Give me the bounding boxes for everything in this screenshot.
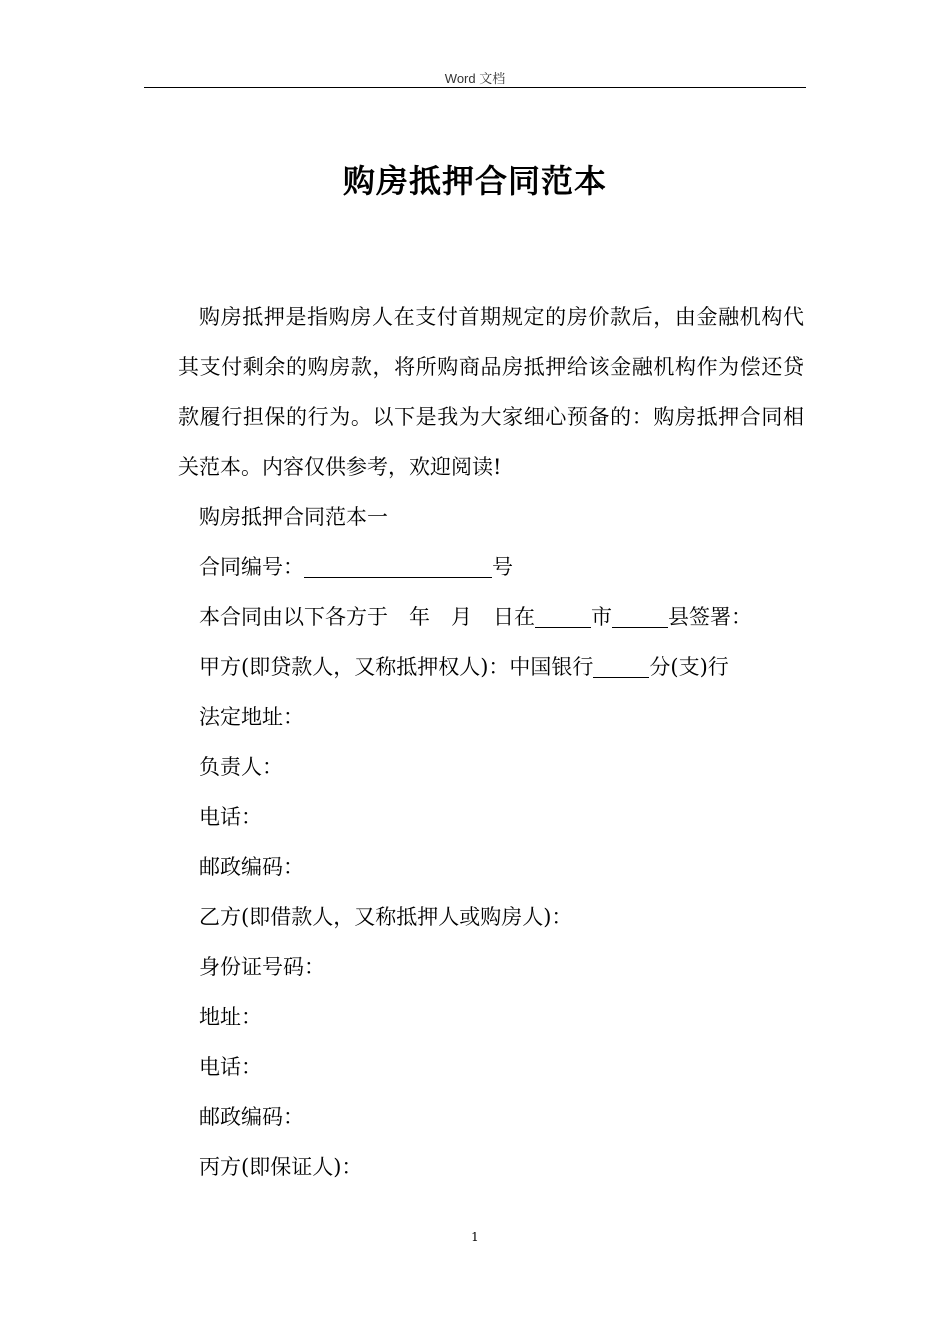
contract-number-label: 合同编号： xyxy=(199,555,304,579)
signing-county: 县签署： xyxy=(668,605,752,629)
signing-prefix: 本合同由以下各方于 xyxy=(199,605,388,629)
contract-number-blank xyxy=(304,556,492,578)
party-b-address-field: 地址： xyxy=(199,1005,262,1029)
party-a-principal-field: 负责人： xyxy=(199,755,283,779)
header-divider xyxy=(144,87,806,88)
county-blank xyxy=(612,606,668,628)
party-c-line: 丙方(即保证人)： xyxy=(199,1155,363,1179)
party-a-line xyxy=(178,642,804,692)
signing-city: 市 xyxy=(591,605,612,629)
page-number: 1 xyxy=(471,1230,479,1244)
party-a-suffix: 分(支)行 xyxy=(649,655,729,679)
party-a-address-field: 法定地址： xyxy=(199,705,304,729)
party-b-line: 乙方(即借款人，又称抵押人或购房人)： xyxy=(199,905,573,929)
document-body xyxy=(178,292,804,1192)
section-heading: 购房抵押合同范本一 xyxy=(199,505,388,529)
intro-paragraph: 购房抵押是指购房人在支付首期规定的房价款后，由金融机构代其支付剩余的购房款，将所购商品房抵押给该金融机构作为偿还贷款履行担保的行为。以下是我为大家细心预备的：购房抵押合同相关范本。内容仅供参考，欢迎阅读! xyxy=(178,305,804,479)
contract-number-line xyxy=(178,542,804,592)
signing-line xyxy=(178,592,804,642)
branch-blank xyxy=(593,656,649,678)
party-a-phone-field: 电话： xyxy=(199,805,262,829)
document-title: 购房抵押合同范本 xyxy=(342,162,607,200)
party-b-id-field: 身份证号码： xyxy=(199,955,325,979)
signing-day: 日在 xyxy=(493,605,535,629)
page-header: Word 文档 xyxy=(444,71,506,86)
party-b-postcode-field: 邮政编码： xyxy=(199,1105,304,1129)
party-a-postcode-field: 邮政编码： xyxy=(199,855,304,879)
signing-year: 年 xyxy=(409,605,430,629)
party-b-phone-field: 电话： xyxy=(199,1055,262,1079)
party-a-label: 甲方(即贷款人，又称抵押权人)：中国银行 xyxy=(199,655,594,679)
contract-number-suffix: 号 xyxy=(492,555,513,579)
signing-month: 月 xyxy=(451,605,472,629)
city-blank xyxy=(535,606,591,628)
